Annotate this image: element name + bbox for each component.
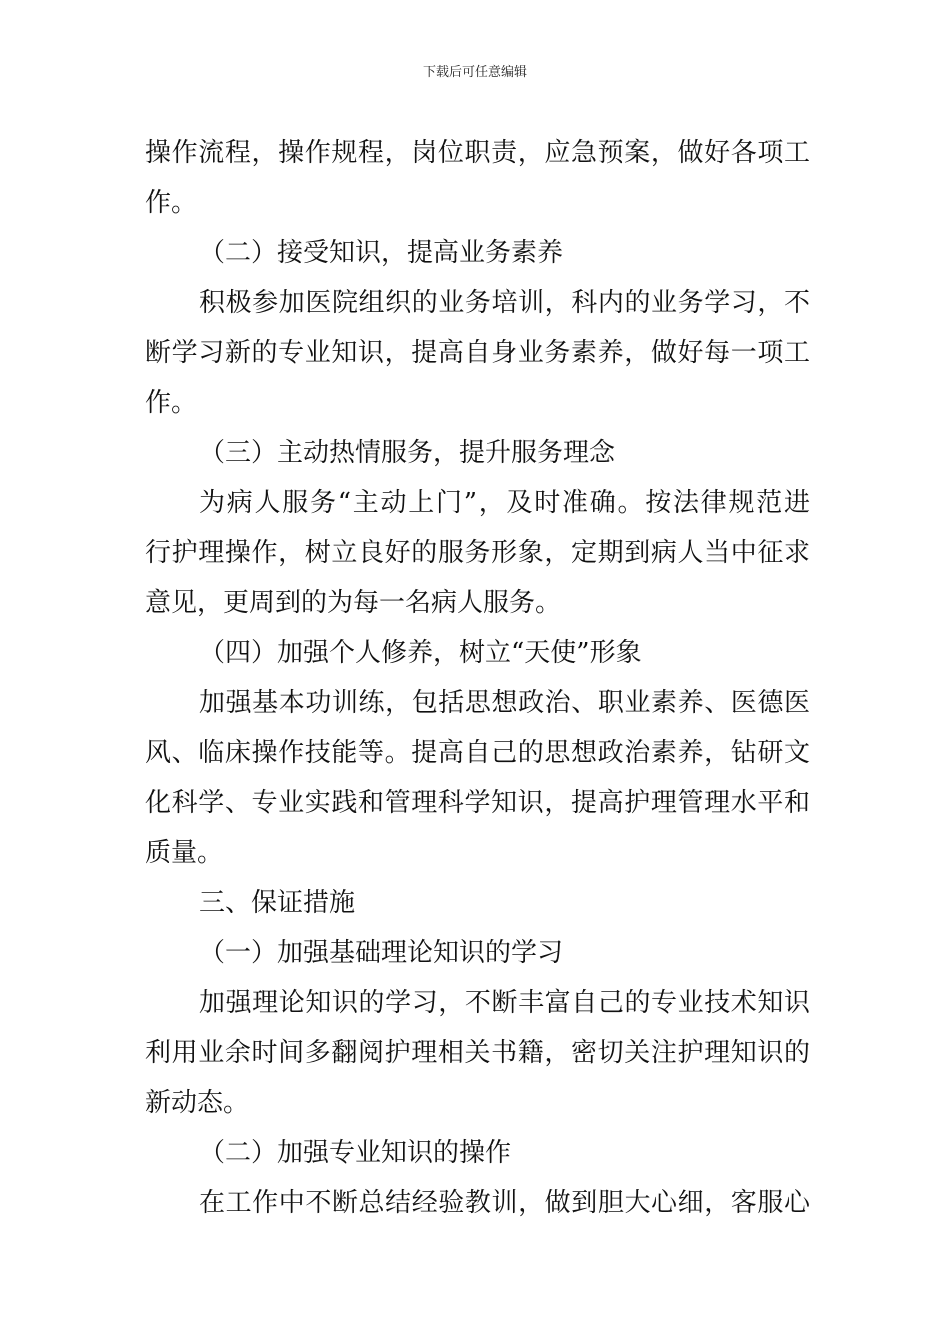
section-heading: （二）接受知识，提高业务素养 [199,238,564,268]
paragraph-line: 积极参加医院组织的业务培训，科内的业务学习，不 [199,288,810,318]
paragraph-line: 在工作中不断总结经验教训，做到胆大心细，客服心 [199,1188,810,1218]
paragraph-line: 利用业余时间多翻阅护理相关书籍，密切关注护理知识的 [145,1038,810,1068]
section-heading: （一）加强基础理论知识的学习 [199,938,564,968]
paragraph-line: 为病人服务“主动上门”，及时准确。按法律规范进 [199,488,810,518]
paragraph-line: 质量。 [145,838,224,868]
section-heading: （三）主动热情服务，提升服务理念 [199,438,616,468]
section-heading: 三、保证措施 [199,888,356,918]
paragraph-line: 意见，更周到的为每一名病人服务。 [145,588,562,618]
paragraph-line: 操作流程，操作规程，岗位职责，应急预案，做好各项工 [145,138,810,168]
paragraph-line: 行护理操作，树立良好的服务形象，定期到病人当中征求 [145,538,810,568]
page-header: 下载后可任意编辑 [422,65,527,80]
paragraph-line: 断学习新的专业知识，提高自身业务素养，做好每一项工 [145,338,810,368]
paragraph-line: 加强理论知识的学习，不断丰富自己的专业技术知识 [199,988,810,1018]
paragraph-line: 作。 [145,188,198,218]
paragraph-line: 化科学、专业实践和管理科学知识，提高护理管理水平和 [145,788,810,818]
paragraph-line: 新动态。 [145,1088,250,1118]
paragraph-line: 风、临床操作技能等。提高自己的思想政治素养，钻研文 [145,738,810,768]
section-heading: （二）加强专业知识的操作 [199,1138,512,1168]
document-body [145,128,810,1228]
section-heading: （四）加强个人修养，树立“天使”形象 [199,638,642,668]
paragraph-line: 作。 [145,388,198,418]
paragraph-line: 加强基本功训练，包括思想政治、职业素养、医德医 [199,688,810,718]
